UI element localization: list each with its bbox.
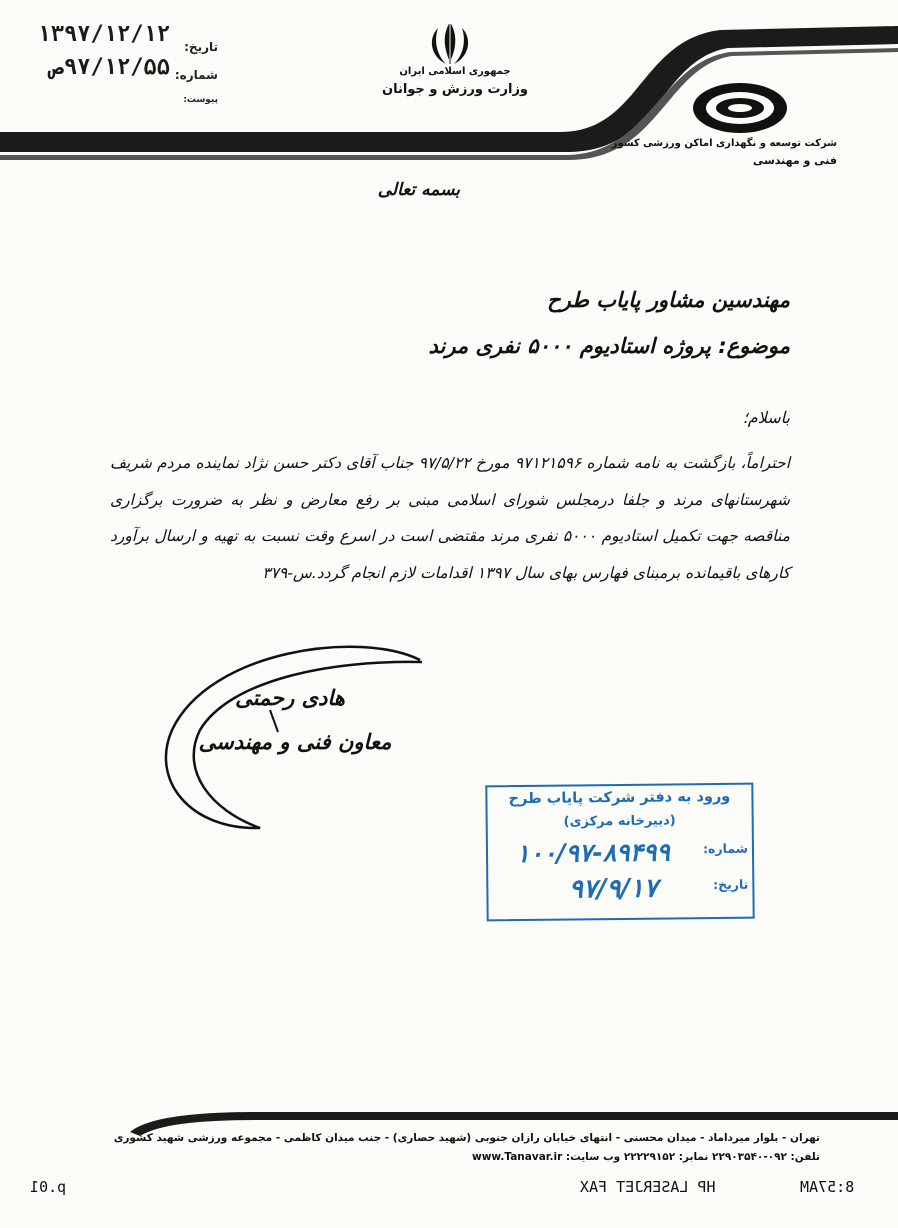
signer-title: معاون فنی و مهندسی [198, 730, 392, 754]
footer-address: تهران - بلوار میرداماد - میدان محسنی - انتهای خیابان رازان جنوبی (شهید حصاری) - جنب میدان کاظمی - مجموعه ورزشی شهید کشوری [113, 1132, 820, 1144]
fax-page: p.01 [30, 1178, 67, 1196]
fax-device: HP LASERJET FAX [580, 1178, 716, 1196]
stamp-number-label: شماره: [702, 840, 749, 857]
fax-time: 8:57AM [800, 1178, 855, 1196]
fax-header [0, 1172, 898, 1200]
letter-subject: موضوع: پروژه استادیوم ۵۰۰۰ نفری مرند [428, 334, 790, 358]
stamp-title: ورود به دفتر شرکت پایاب طرح [508, 788, 731, 808]
received-stamp [485, 783, 754, 922]
stamp-date-value: ۹۷/۹/۱۷ [568, 873, 658, 905]
footer-contact: تلفن: ۰۹۲-۲۲۹۰۳۵۴۰ نمابر: ۲۲۲۲۹۱۵۲ وب سایت: www.Tanavar.ir [472, 1151, 820, 1163]
number-value: ۹۷/۱۲/۵۵ص [50, 55, 170, 80]
signer-name: هادی رحمتی [235, 686, 345, 710]
date-label: تاریخ: [184, 40, 218, 54]
letter-greeting: باسلام؛ [742, 408, 790, 427]
date-value: ۱۳۹۷/۱۲/۱۲ [37, 22, 170, 47]
iran-emblem-icon [420, 18, 480, 70]
company-department: فنی و مهندسی [752, 154, 837, 167]
company-logo-icon [690, 80, 790, 136]
attachment-label: پیوست: [183, 95, 218, 105]
basmala: بسمه تعالی [377, 180, 460, 200]
stamp-date-label: تاریخ: [712, 876, 749, 893]
company-name: شرکت توسعه و نگهداری اماکن ورزشی کشور [611, 138, 837, 149]
stamp-number-value: ۱۰۰/۹۷-۸۹۴۹۹ [515, 837, 671, 869]
stamp-subtitle: (دبیرخانه مرکزی) [563, 813, 676, 830]
letter-body: احتراماً، بازگشت به نامه شماره ۹۷۱۲۱۵۹۶ مورخ ۹۷/۵/۲۲ جناب آقای دکتر حسن نژاد نماینده مردم شریف شهرستانهای مرند و جلفا درمجلس شورای اسلامی مبنی بر رفع معارض و نظر به ضرورت برگزاری مناقصه جهت تکمیل استادیوم ۵۰۰۰ نفری مرند مقتضی است در اسرع وقت نسبت به تهیه و ارسال برآورد کارهای باقیمانده برمبنای فهارس بهای سال ۱۳۹۷ اقدامات لازم انجام گردد.س-۳۷۹ [110, 454, 790, 582]
number-label: شماره: [174, 68, 218, 82]
header-government: جمهوری اسلامی ایران [399, 66, 511, 77]
header-ministry: وزارت ورزش و جوانان [381, 82, 529, 97]
letter-recipient: مهندسین مشاور پایاب طرح [547, 288, 790, 312]
